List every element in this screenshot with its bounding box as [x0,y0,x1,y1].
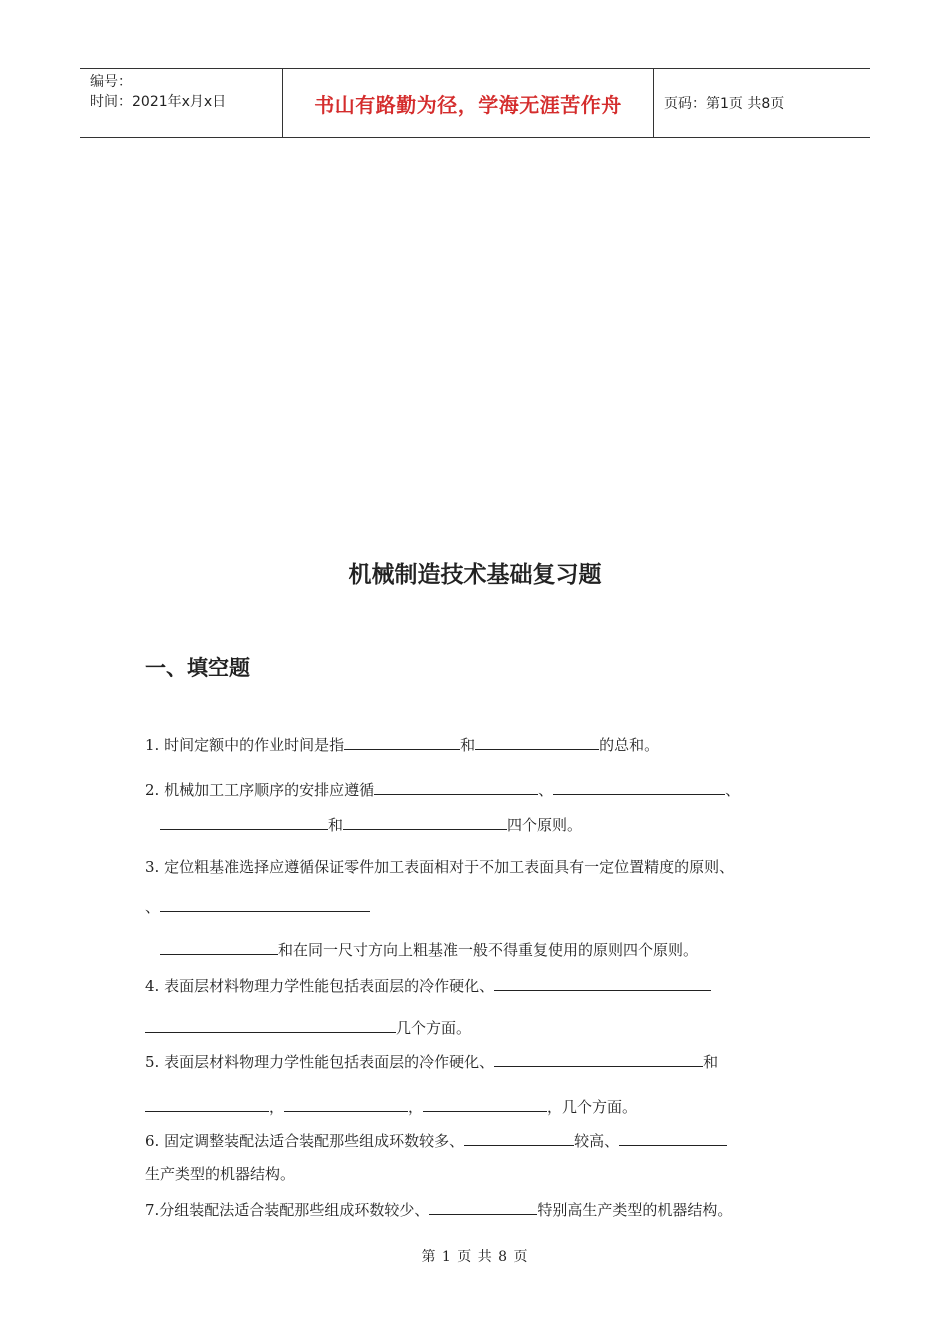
document-header [80,68,870,138]
question-6: 6. 固定调整装配法适合装配那些组成环数较多、 较高、 [145,1130,727,1151]
question-2-cont: 和 四个原则。 [160,814,582,835]
question-3-cont: 、 [145,896,370,917]
question-6-cont: 生产类型的机器结构。 [145,1165,296,1183]
answer-blank[interactable] [494,975,711,991]
page-footer: 第 1 页 共 8 页 [421,1249,529,1265]
number-label: 编号： [90,74,132,90]
answer-blank[interactable] [374,779,538,795]
answer-blank[interactable] [494,1051,703,1067]
header-motto: 书山有路勤为径，学海无涯苦作舟 [282,69,654,137]
answer-blank[interactable] [160,939,278,955]
question-4-cont: 几个方面。 [145,1017,471,1038]
answer-blank[interactable] [343,814,507,830]
question-3-cont2: 和在同一尺寸方向上粗基准一般不得重复使用的原则四个原则。 [160,939,698,960]
answer-blank[interactable] [145,1096,269,1112]
header-meta-cell [80,69,282,137]
question-7: 7.分组装配法适合装配那些组成环数较少、 特别高生产类型的机器结构。 [145,1201,733,1219]
section-heading: 一、填空题 [145,656,250,680]
answer-blank[interactable] [344,734,460,750]
document-title: 机械制造技术基础复习题 [348,562,602,588]
answer-blank[interactable] [475,734,599,750]
question-3: 3. 定位粗基准选择应遵循保证零件加工表面相对于不加工表面具有一定位置精度的原则、 [145,858,735,876]
question-5-cont: ， ， ，几个方面。 [145,1096,637,1117]
answer-blank[interactable] [160,814,328,830]
answer-blank[interactable] [423,1096,547,1112]
answer-blank[interactable] [145,1017,396,1033]
question-2: 2. 机械加工工序顺序的安排应遵循 、 、 [145,781,741,799]
answer-blank[interactable] [553,779,725,795]
answer-blank[interactable] [429,1199,537,1215]
answer-blank[interactable] [160,896,370,912]
answer-blank[interactable] [464,1130,574,1146]
question-4: 4. 表面层材料物理力学性能包括表面层的冷作硬化、 [145,975,711,996]
answer-blank[interactable] [284,1096,408,1112]
time-label: 时间：2021年x月x日 [90,94,227,110]
question-1: 1. 时间定额中的作业时间是指 和 的总和。 [145,736,660,754]
question-5: 5. 表面层材料物理力学性能包括表面层的冷作硬化、 和 [145,1053,719,1071]
header-page-info: 页码：第1页 共8页 [664,96,785,112]
answer-blank[interactable] [619,1130,727,1146]
